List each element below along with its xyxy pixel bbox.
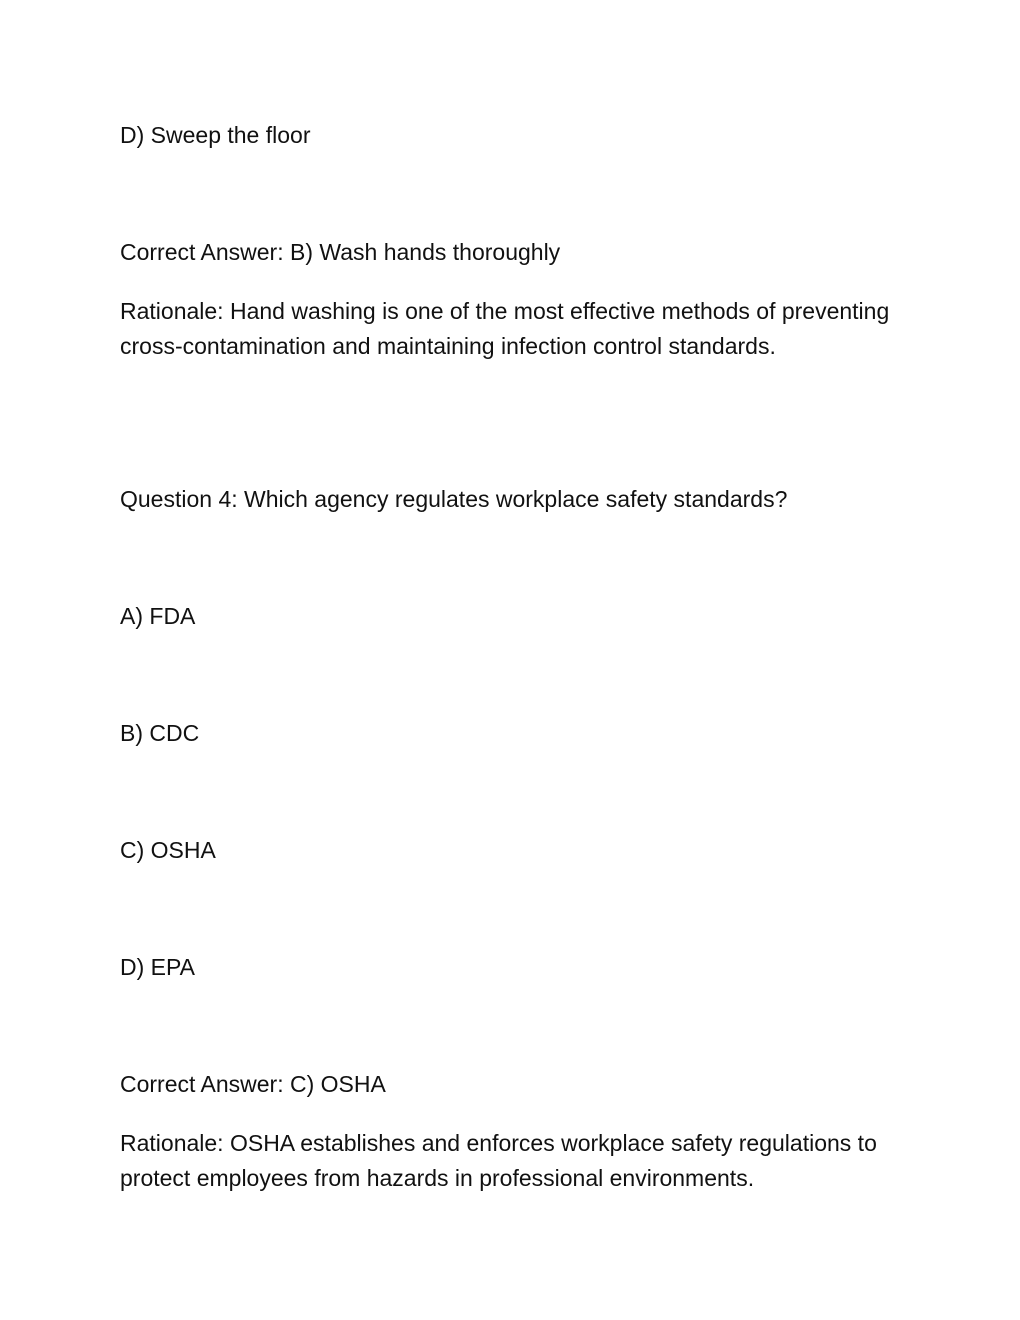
q4-correct-answer: Correct Answer: C) OSHA [120, 1071, 386, 1097]
q4-question: Question 4: Which agency regulates workplace safety standards? [120, 486, 788, 512]
q3-option-d: D) Sweep the floor [120, 122, 311, 148]
q4-rationale: Rationale: OSHA establishes and enforces workplace safety regulations to protect employees from hazards in professional environments. [120, 1130, 877, 1191]
q4-option-d: D) EPA [120, 954, 195, 980]
q4-option-c: C) OSHA [120, 837, 216, 863]
q4-option-b: B) CDC [120, 720, 200, 746]
q4-option-a: A) FDA [120, 603, 196, 629]
q3-correct-answer: Correct Answer: B) Wash hands thoroughly [120, 239, 561, 265]
q3-rationale: Rationale: Hand washing is one of the most effective methods of preventing cross-contamination and maintaining infection control standards. [120, 298, 890, 359]
